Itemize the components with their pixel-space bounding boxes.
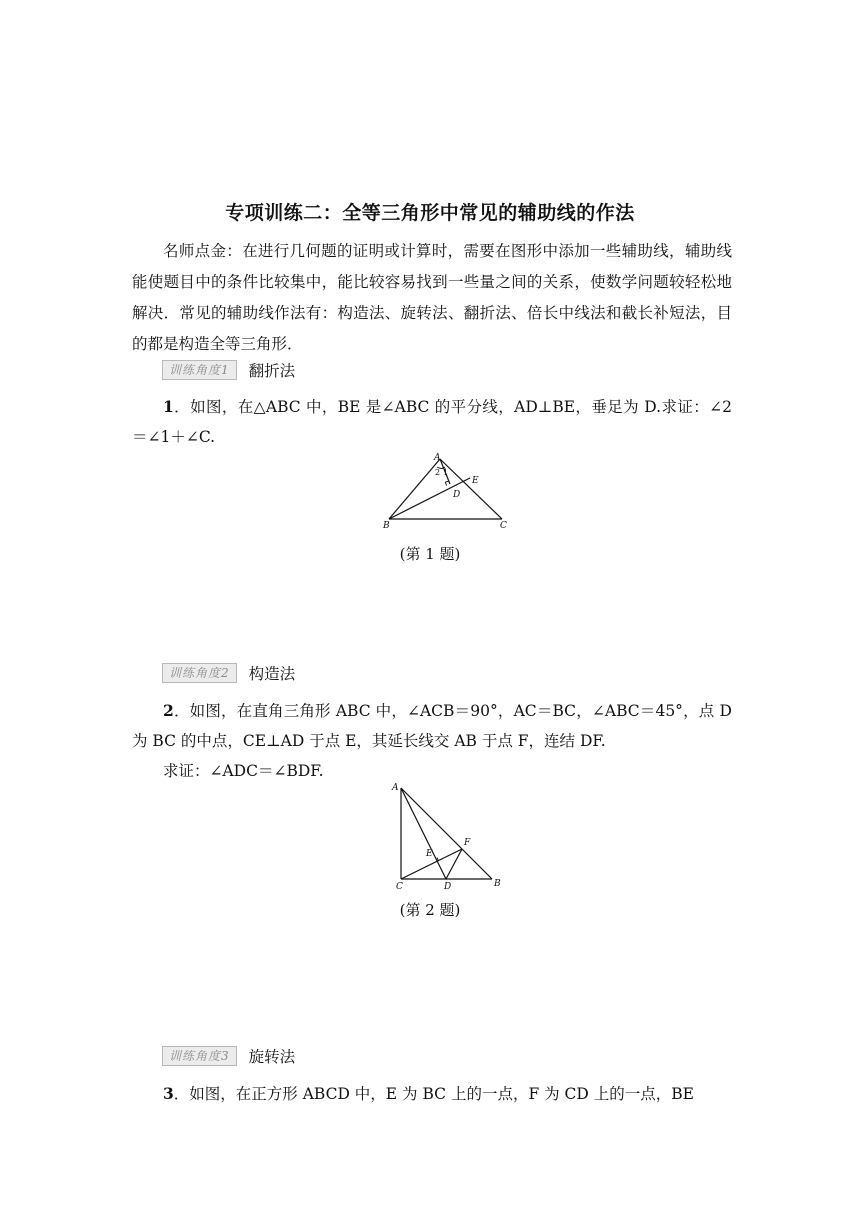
label-angle-2: 2 [435,468,441,477]
label-f: F [464,838,471,848]
section-3-header [162,1045,295,1067]
label-b: B [383,521,390,531]
label-b: B [494,879,501,889]
problem-text: ．如图，在△ABC 中，BE 是∠ABC 的平分线，AD⊥BE，垂足为 D.求证：∠2＝∠1＋∠C. [132,398,732,446]
section-badge: 训练角度3 [162,1046,237,1066]
section-2-header [162,662,295,684]
problem-1 [132,392,732,452]
problem-2 [132,696,732,786]
problem-text: ．如图，在正方形 ABCD 中，E 为 BC 上的一点，F 为 CD 上的一点，BE [173,1085,694,1103]
section-badge: 训练角度1 [162,360,237,380]
label-d: D [444,882,452,892]
problem-number: 1 [163,397,174,416]
problem-3 [132,1079,732,1109]
figure-2 [388,778,510,893]
problem-claim: 求证：∠ADC＝∠BDF. [163,762,324,780]
segment-ad [401,788,446,879]
label-a: A [434,453,441,463]
figure-1-caption: (第 1 题) [399,545,461,563]
figure-2-caption: (第 2 题) [399,901,461,919]
label-c: C [500,521,507,531]
section-1-header [162,359,295,381]
label-c: C [396,882,403,892]
section-label: 旋转法 [248,1048,296,1066]
label-e: E [426,849,433,859]
right-angle-mark [445,481,448,486]
intro-paragraph: 名师点金：在进行几何题的证明或计算时，需要在图形中添加一些辅助线，辅助线能使题目中的条件比较集中，能比较容易找到一些量之间的关系，使数学问题较轻松地解决．常见的辅助线作法有：构造法、旋转法、翻折法、倍长中线法和截长补短法，目的都是构造全等三角形． [132,242,732,353]
label-a: A [392,783,399,793]
label-d: D [453,490,461,500]
segment-ab [401,788,492,879]
problem-text: ．如图，在直角三角形 ABC 中，∠ACB＝90°，AC＝BC，∠ABC＝45°，点 D 为 BC 的中点，CE⊥AD 于点 E，其延长线交 AB 于点 F，连结 DF. [132,702,732,750]
label-angle-1: 1 [443,468,449,477]
problem-number: 3 [163,1084,174,1103]
section-label: 翻折法 [248,362,296,380]
section-label: 构造法 [248,665,296,683]
problem-number: 2 [163,701,174,720]
segment-ab [389,459,440,519]
section-badge: 训练角度2 [162,663,237,683]
figure-1 [380,448,516,534]
page-title: 专项训练二：全等三角形中常见的辅助线的作法 [225,202,635,224]
label-e: E [472,476,479,486]
